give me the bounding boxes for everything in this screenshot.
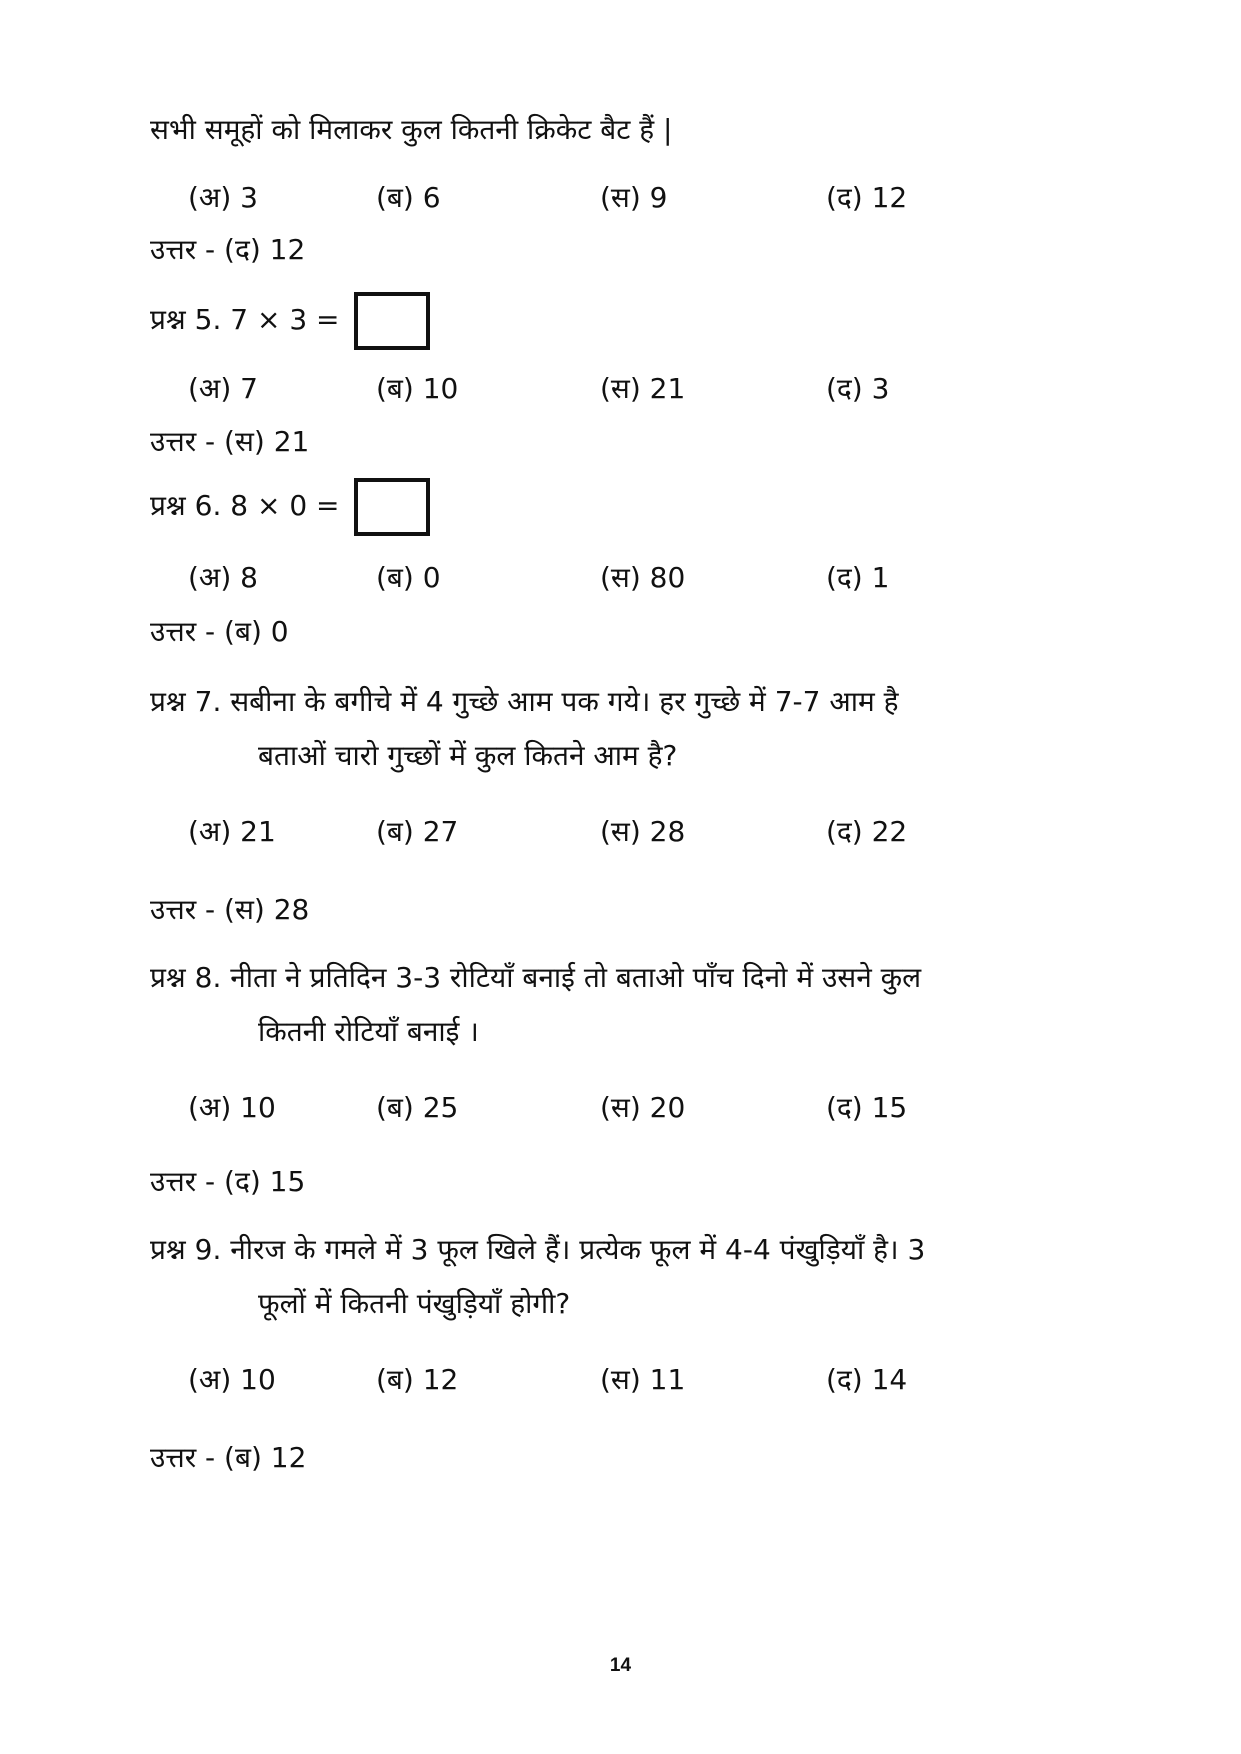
answer-text: उत्तर - (स) 21 [150, 425, 310, 458]
question-text: सभी समूहों को मिलाकर कुल कितनी क्रिकेट बैट हैं | [150, 113, 673, 146]
option-b: (ब) 6 [376, 181, 441, 214]
options-row [188, 812, 1088, 852]
answer-text: उत्तर - (ब) 0 [150, 615, 289, 648]
option-c: (स) 11 [600, 1363, 686, 1396]
question-9-line-2: फूलों में कितनी पंखुड़ियाँ होगी? [258, 1287, 571, 1320]
option-d: (द) 22 [826, 815, 908, 848]
option-a: (अ) 3 [188, 181, 258, 214]
question-9-line-1: प्रश्न 9. नीरज के गमले में 3 फूल खिले हैं। प्रत्येक फूल में 4-4 पंखुड़ियाँ है। 3 [150, 1233, 926, 1266]
option-b: (ब) 10 [376, 372, 459, 405]
option-a: (अ) 10 [188, 1091, 276, 1124]
option-a: (अ) 10 [188, 1363, 276, 1396]
option-b: (ब) 0 [376, 561, 441, 594]
option-a: (अ) 8 [188, 561, 258, 594]
answer-box [354, 292, 430, 350]
option-c: (स) 80 [600, 561, 686, 594]
option-b: (ब) 25 [376, 1091, 459, 1124]
options-row [188, 558, 1088, 598]
question-5-text: प्रश्न 5. 7 × 3 = [150, 303, 340, 336]
question-5 [150, 289, 430, 351]
options-row [188, 1088, 1088, 1128]
option-d: (द) 14 [826, 1363, 908, 1396]
option-c: (स) 28 [600, 815, 686, 848]
page-number: 14 [609, 1655, 632, 1676]
option-b: (ब) 12 [376, 1363, 459, 1396]
option-c: (स) 9 [600, 181, 668, 214]
option-b: (ब) 27 [376, 815, 459, 848]
answer-text: उत्तर - (स) 28 [150, 893, 310, 926]
option-c: (स) 21 [600, 372, 686, 405]
question-8-line-2: कितनी रोटियाँ बनाई । [258, 1015, 479, 1048]
question-8-line-1: प्रश्न 8. नीता ने प्रतिदिन 3-3 रोटियाँ बनाई तो बताओ पाँच दिनो में उसने कुल [150, 961, 922, 994]
question-6-text: प्रश्न 6. 8 × 0 = [150, 489, 340, 522]
options-row [188, 369, 1088, 409]
option-a: (अ) 21 [188, 815, 276, 848]
option-d: (द) 12 [826, 181, 908, 214]
option-d: (द) 1 [826, 561, 890, 594]
options-row [188, 1360, 1088, 1400]
options-row [188, 178, 1088, 218]
answer-text: उत्तर - (द) 15 [150, 1165, 306, 1198]
option-c: (स) 20 [600, 1091, 686, 1124]
question-7-line-1: प्रश्न 7. सबीना के बगीचे में 4 गुच्छे आम पक गये। हर गुच्छे में 7-7 आम है [150, 685, 899, 718]
answer-text: उत्तर - (ब) 12 [150, 1441, 307, 1474]
option-d: (द) 15 [826, 1091, 908, 1124]
question-7-line-2: बताओं चारो गुच्छों में कुल कितने आम है? [258, 739, 678, 772]
answer-box [354, 478, 430, 536]
option-d: (द) 3 [826, 372, 890, 405]
option-a: (अ) 7 [188, 372, 258, 405]
answer-text: उत्तर - (द) 12 [150, 233, 306, 266]
question-6 [150, 475, 430, 537]
